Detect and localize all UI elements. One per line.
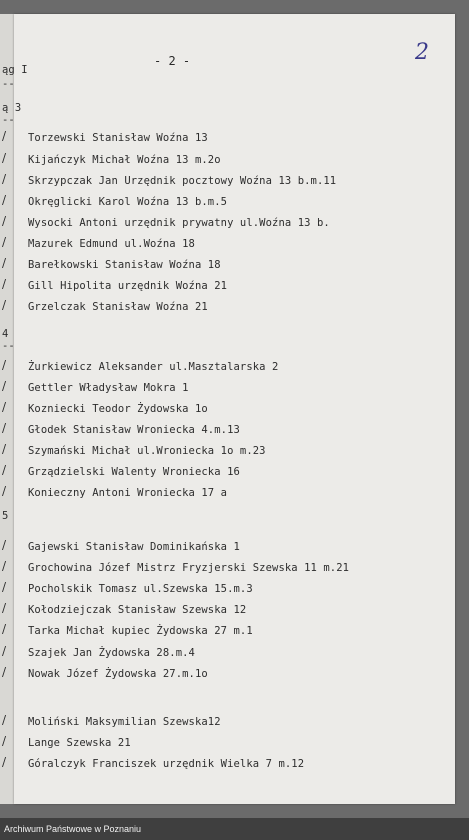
- list-item: Pocholskik Tomasz ul.Szewska 15.m.3: [28, 583, 253, 595]
- section-3-heading: ą 3: [2, 102, 22, 114]
- tick-mark: /: [2, 559, 7, 573]
- list-item: Kozniecki Teodor Żydowska 1o: [28, 403, 208, 415]
- tick-mark: /: [2, 463, 7, 477]
- list-item: Konieczny Antoni Wroniecka 17 a: [28, 487, 228, 499]
- tick-mark: /: [2, 379, 7, 393]
- list-item: Gettler Władysław Mokra 1: [28, 382, 189, 394]
- list-item: Grzelczak Stanisław Woźna 21: [28, 301, 208, 313]
- list-item: Wysocki Antoni urzędnik prywatny ul.Woźna 13 b.: [28, 217, 330, 229]
- page-number: - 2 -: [154, 54, 191, 68]
- tick-mark: /: [2, 713, 7, 727]
- list-item: Nowak Józef Żydowska 27.m.1o: [28, 668, 208, 680]
- list-item: Tarka Michał kupiec Żydowska 27 m.1: [28, 625, 253, 637]
- tick-mark: /: [2, 277, 7, 291]
- list-item: Grządzielski Walenty Wroniecka 16: [28, 466, 240, 478]
- list-item: Lange Szewska 21: [28, 737, 131, 749]
- tick-mark: /: [2, 214, 7, 228]
- tick-mark: /: [2, 734, 7, 748]
- tick-mark: /: [2, 358, 7, 372]
- tick-mark: /: [2, 298, 7, 312]
- tick-mark: /: [2, 580, 7, 594]
- tick-mark: /: [2, 755, 7, 769]
- list-item: Kołodziejczak Stanisław Szewska 12: [28, 604, 247, 616]
- list-item: Okręglicki Karol Woźna 13 b.m.5: [28, 196, 228, 208]
- list-item: Skrzypczak Jan Urzędnik pocztowy Woźna 13 b.m.11: [28, 175, 337, 187]
- tick-mark: /: [2, 151, 7, 165]
- list-item: Góralczyk Franciszek urzędnik Wielka 7 m.12: [28, 758, 305, 770]
- handwritten-page-number: 2: [415, 40, 429, 65]
- list-item: Szymański Michał ul.Wroniecka 1o m.23: [28, 445, 266, 457]
- tick-mark: /: [2, 235, 7, 249]
- tick-mark: /: [2, 421, 7, 435]
- tick-mark: /: [2, 601, 7, 615]
- tick-mark: /: [2, 538, 7, 552]
- section-4-underline: --: [2, 340, 15, 352]
- list-item: Żurkiewicz Aleksander ul.Masztalarska 2: [28, 361, 279, 373]
- tick-mark: /: [2, 193, 7, 207]
- archive-footer: Archiwum Państwowe w Poznaniu: [0, 818, 469, 840]
- document-page: [2, 14, 455, 804]
- tick-mark: /: [2, 172, 7, 186]
- section-4-heading: 4: [2, 328, 9, 340]
- section-3-underline: --: [2, 114, 15, 126]
- list-item: Szajek Jan Żydowska 28.m.4: [28, 647, 195, 659]
- list-item: Gajewski Stanisław Dominikańska 1: [28, 541, 240, 553]
- tick-mark: /: [2, 400, 7, 414]
- district-heading: ąg I: [2, 64, 28, 76]
- list-item: Torzewski Stanisław Woźna 13: [28, 132, 208, 144]
- tick-mark: /: [2, 129, 7, 143]
- section-5-heading: 5: [2, 510, 9, 522]
- tick-mark: /: [2, 484, 7, 498]
- list-item: Głodek Stanisław Wroniecka 4.m.13: [28, 424, 240, 436]
- tick-mark: /: [2, 665, 7, 679]
- tick-mark: /: [2, 256, 7, 270]
- tick-mark: /: [2, 644, 7, 658]
- list-item: Gill Hipolita urzędnik Woźna 21: [28, 280, 228, 292]
- list-item: Barełkowski Stanisław Woźna 18: [28, 259, 221, 271]
- district-underline: --: [2, 78, 15, 90]
- list-item: Kijańczyk Michał Woźna 13 m.2o: [28, 154, 221, 166]
- list-item: Grochowina Józef Mistrz Fryzjerski Szewska 11 m.21: [28, 562, 350, 574]
- list-item: Moliński Maksymilian Szewska12: [28, 716, 221, 728]
- tick-mark: /: [2, 622, 7, 636]
- list-item: Mazurek Edmund ul.Woźna 18: [28, 238, 195, 250]
- tick-mark: /: [2, 442, 7, 456]
